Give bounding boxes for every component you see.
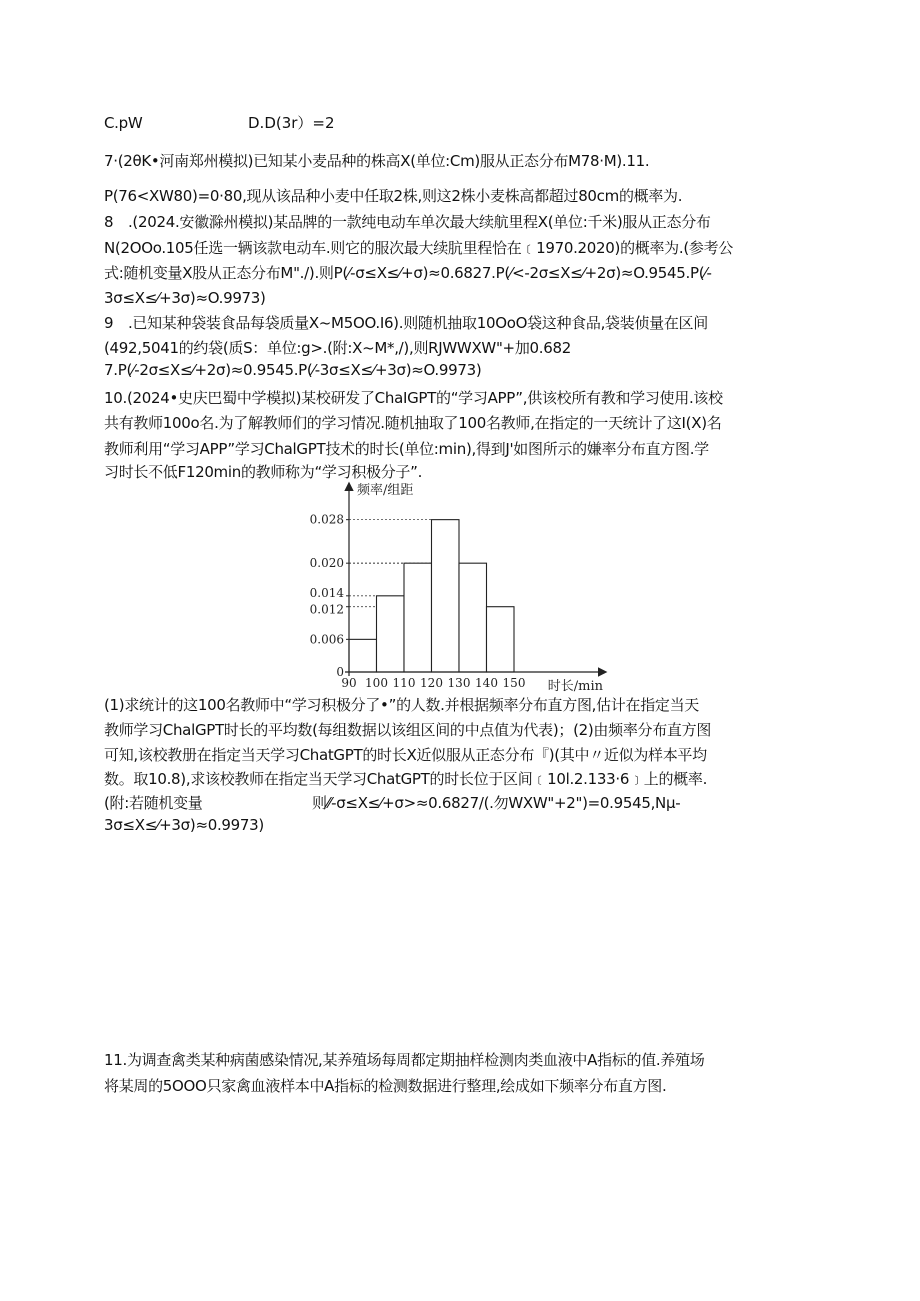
x-tick-label: 90 (341, 676, 357, 690)
option-d: D.D(3r）=2 (248, 114, 335, 132)
histogram-bar (404, 563, 432, 672)
frequency-histogram (305, 478, 610, 695)
y-tick-label: 0.012 (309, 602, 344, 617)
q10-line-2: 共有教师100o名.为了解教师们的学习情况.随机抽取了100名教师,在指定的一天统计了这I(X)名 (104, 414, 722, 432)
q8-line-4: 3σ≤X≤⁄+3σ)≈O.9973) (104, 289, 266, 307)
q9-line-3: 7.P(⁄-2σ≤X≤⁄+2σ)≈0.9545.P(⁄-3σ≤X≤⁄+3σ)≈O.9973) (104, 361, 482, 379)
q11-line-2: 将某周的5OOO只家禽血液样本中A指标的检测数据进行整理,绘成如下频率分布直方图. (104, 1077, 667, 1095)
y-tick-label: 0 (336, 665, 344, 679)
y-tick-label: 0.020 (309, 556, 344, 571)
histogram-bar (459, 563, 487, 672)
histogram-bar (349, 639, 377, 672)
q8-line-3: 式:随机变量X股从正态分布M"./).则P(⁄-σ≤X≤⁄+σ)≈0.6827.P(⁄<-2σ≤X≤⁄+2σ)≈O.9545.P(⁄- (104, 264, 712, 282)
q10-parts-line-4: 数。取10.8),求该校教师在指定当天学习ChatGPT的时长位于区间﹝10l.2.133·6﹞上的概率. (104, 770, 708, 788)
y-tick-label: 0.014 (309, 585, 344, 600)
q10-line-3: 教师利用“学习APP”学习ChalGPT技术的时长(单位:min),得到J'如图所示的嫌率分布直方图.学 (104, 440, 709, 458)
q10-parts-line-3: 可知,该校教册在指定当天学习ChatGPT的时长X近似服从正态分布『)(其中〃近似为样本平均 (104, 746, 707, 764)
option-c: C.pW (104, 114, 143, 132)
x-tick-label: 110 (392, 676, 416, 690)
x-axis-label: 时长/min (547, 679, 603, 694)
x-tick-label: 130 (447, 676, 471, 690)
y-tick-label: 0.028 (309, 512, 344, 527)
q10-parts-line-1: (1)求统计的这100名教师中“学习积极分了•”的人数.并根据频率分布直方图,估计在指定当天 (104, 696, 700, 714)
histogram-bar (432, 520, 460, 672)
q10-parts-line-6: 3σ≤X≤⁄+3σ)≈0.9973) (104, 816, 264, 834)
q7-line-1: 7·(2θK•河南郑州模拟)已知某小麦品种的株高X(单位:Cm)服从正态分布M78·M).11. (104, 152, 650, 170)
q9-line-1: 9 .已知某种袋装食品每袋质量X~M5OO.I6).则随机抽取10OoO袋这种食品,袋装侦量在区间 (104, 314, 708, 332)
q11-line-1: 11.为调查禽类某种病菌感染情况,某养殖场每周都定期抽样检测肉类血液中A指标的值.养殖场 (104, 1051, 705, 1069)
histogram-bar (377, 596, 405, 672)
y-axis-label: 频率/组距 (357, 483, 414, 498)
q10-parts-line-5b: 则⁄⁄-σ≤X≤⁄+σ>≈0.6827/(.勿WXW"+2")=0.9545,Nμ- (312, 794, 681, 812)
q9-line-2: (492,5041的约袋(质S：单位:g>.(附:X~M*,/),则RJWWXW"+加0.682 (104, 339, 571, 357)
x-tick-label: 150 (502, 676, 526, 690)
q10-parts-line-2: 教师学习ChalGPT时长的平均数(每组数据以该组区间的中点值为代表)；(2)由频率分布直方图 (104, 721, 712, 739)
q10-parts-line-5a: (附:若随机变量 (104, 794, 203, 812)
q7-line-2: P(76<XW80)=0·80,现从该品种小麦中任取2株,则这2株小麦株高都超过80cm的概率为. (104, 187, 683, 205)
q8-line-1: 8 .(2024.安徽滁州模拟)某品牌的一款纯电动车单次最大续航里程X(单位:千米)服从正态分布 (104, 213, 711, 231)
y-tick-label: 0.006 (309, 632, 344, 647)
x-tick-label: 100 (365, 676, 388, 690)
q10-line-4: 习时长不低F120min的教师称为“学习积极分子”. (104, 463, 423, 481)
q8-line-2: N(2OOo.105任选一辆该款电动车.则它的服次最大续肮里程恰在﹝1970.2020)的概率为.(参考公 (104, 239, 734, 257)
q10-line-1: 10.(2024•史庆巴蜀中学模拟)某校研发了ChaIGPT的“学习APP”,供该校所有教和学习使用.该校 (104, 389, 723, 407)
x-tick-label: 120 (420, 676, 443, 690)
histogram-bar (487, 607, 515, 672)
x-tick-label: 140 (475, 676, 498, 690)
